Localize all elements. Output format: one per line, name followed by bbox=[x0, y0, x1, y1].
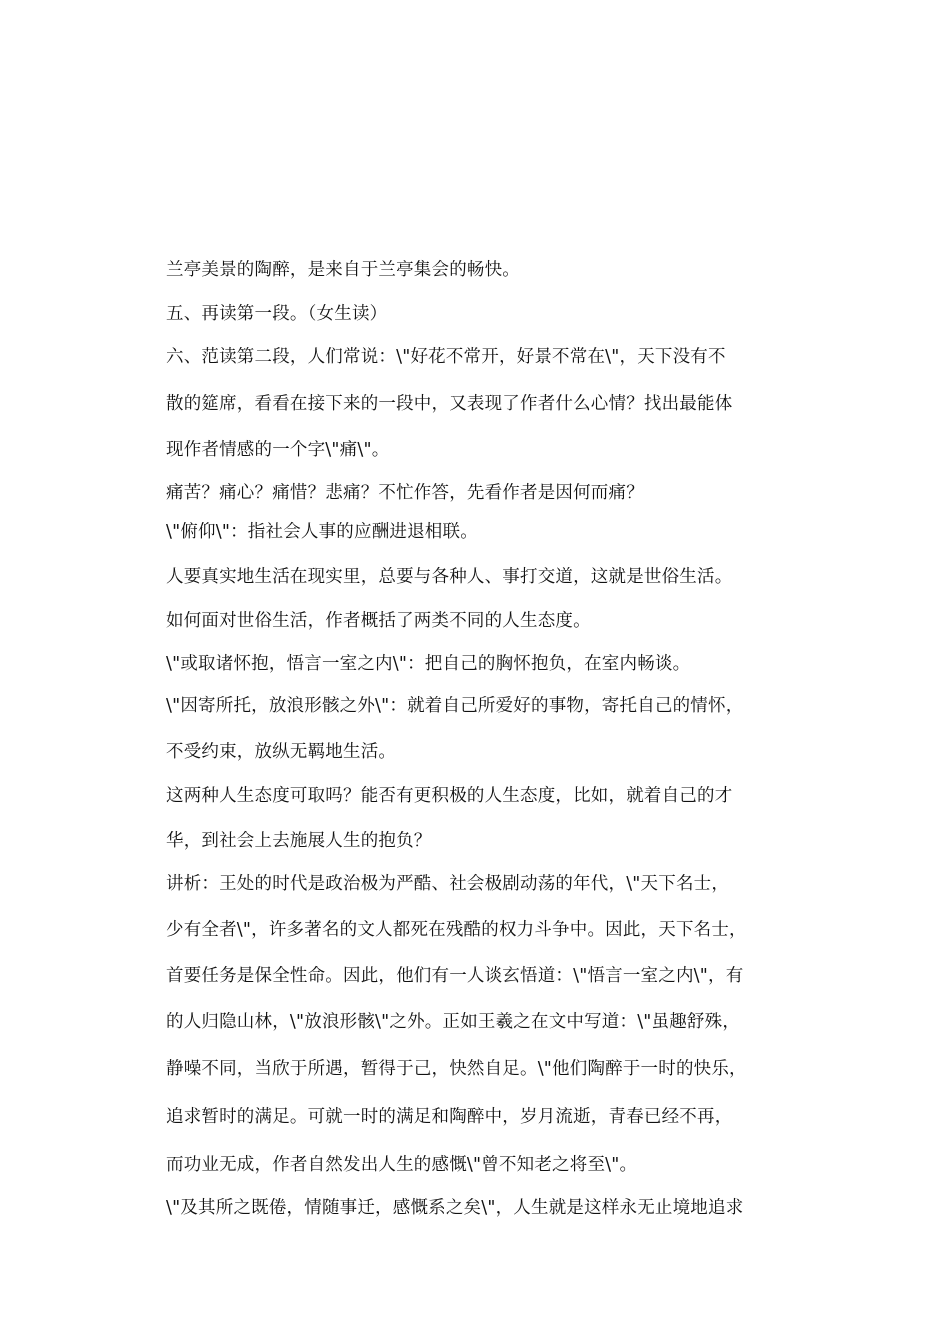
text-line: 华，到社会上去施展人生的抱负？ bbox=[166, 831, 432, 851]
text-line: 少有全者\"，许多著名的文人都死在残酷的权力斗争中。因此，天下名士， bbox=[166, 920, 747, 940]
text-line: 兰亭美景的陶醉，是来自于兰亭集会的畅快。 bbox=[166, 260, 520, 280]
text-line: 如何面对世俗生活，作者概括了两类不同的人生态度。 bbox=[166, 611, 591, 631]
text-line: 散的筵席，看看在接下来的一段中，又表现了作者什么心情？找出最能体 bbox=[166, 394, 733, 414]
text-line: 首要任务是保全性命。因此，他们有一人谈玄悟道：\"悟言一室之内\"，有 bbox=[166, 966, 744, 986]
text-line: 这两种人生态度可取吗？能否有更积极的人生态度，比如，就着自己的才 bbox=[166, 786, 733, 806]
text-line: 而功业无成，作者自然发出人生的感慨\"曾不知老之将至\"。 bbox=[166, 1155, 638, 1175]
text-line: 现作者情感的一个字\"痛\"。 bbox=[166, 440, 390, 460]
text-line: \"或取诸怀抱，悟言一室之内\"：把自己的胸怀抱负，在室内畅谈。 bbox=[166, 654, 691, 674]
text-line: 讲析：王处的时代是政治极为严酷、社会极剧动荡的年代，\"天下名士， bbox=[166, 874, 730, 894]
text-line: \"因寄所托，放浪形骸之外\"：就着自己所爱好的事物，寄托自己的情怀， bbox=[166, 696, 744, 716]
text-line: \"俯仰\"：指社会人事的应酬进退相联。 bbox=[166, 522, 478, 542]
text-line: 的人归隐山林，\"放浪形骸\"之外。正如王羲之在文中写道：\"虽趣舒殊， bbox=[166, 1012, 741, 1032]
text-line: 不受约束，放纵无羁地生活。 bbox=[166, 742, 397, 762]
text-line: 五、再读第一段。（女生读） bbox=[166, 304, 388, 324]
text-line: 静噪不同，当欣于所遇，暂得于己，快然自足。\"他们陶醉于一时的快乐， bbox=[166, 1059, 747, 1079]
text-line: 六、范读第二段，人们常说：\"好花不常开，好景不常在\"，天下没有不 bbox=[166, 347, 726, 367]
text-line: 人要真实地生活在现实里，总要与各种人、事打交道，这就是世俗生活。 bbox=[166, 567, 733, 587]
text-line: 痛苦？痛心？痛惜？悲痛？不忙作答，先看作者是因何而痛？ bbox=[166, 483, 644, 503]
text-line: \"及其所之既倦，情随事迁，感慨系之矣\"，人生就是这样永无止境地追求 bbox=[166, 1198, 744, 1218]
text-line: 追求暂时的满足。可就一时的满足和陶醉中，岁月流逝，青春已经不再， bbox=[166, 1107, 733, 1127]
